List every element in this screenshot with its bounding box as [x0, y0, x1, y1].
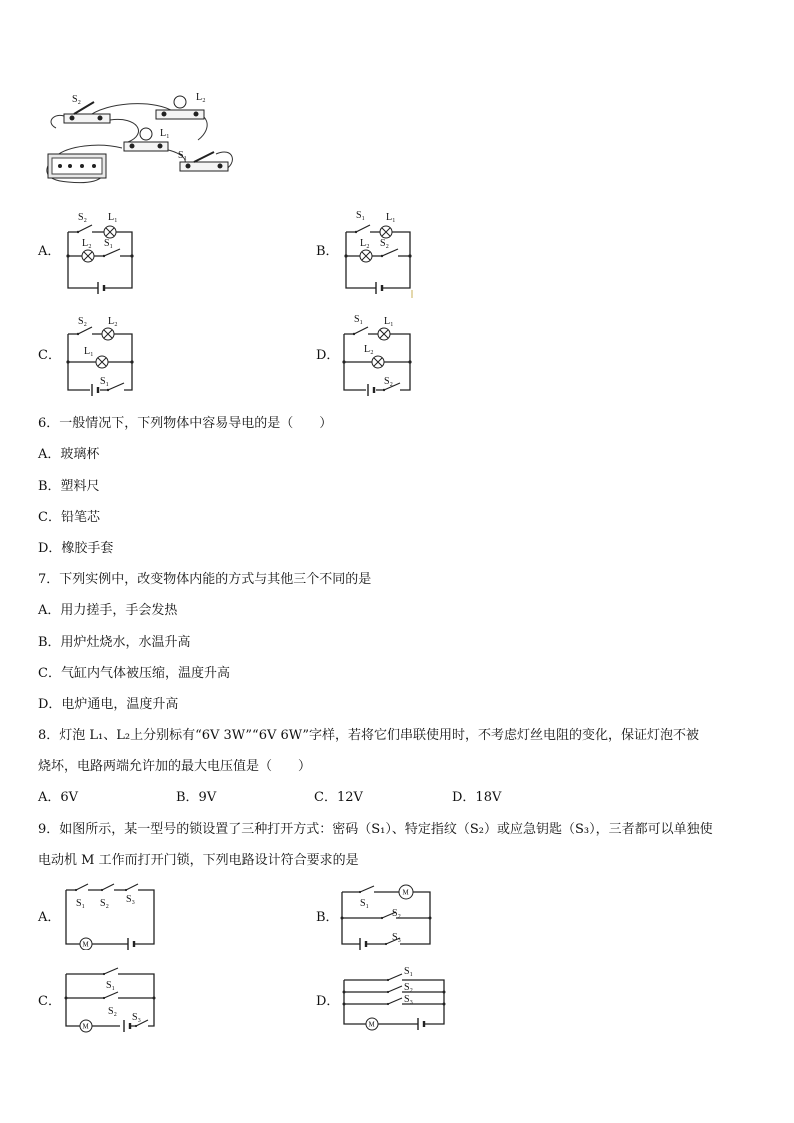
- q6-option-a: A．玻璃杯: [38, 447, 100, 462]
- q5d-label-3: L₂: [364, 344, 374, 355]
- q9c-label-s3: S₃: [132, 1012, 142, 1023]
- q9b-motor-label: M: [402, 888, 409, 897]
- q6-option-c: C．铅笔芯: [38, 510, 100, 525]
- q9d-label-s1: S₁: [404, 966, 414, 977]
- q8-stem-line1: 8．灯泡 L₁、L₂上分别标有“6V 3W”“6V 6W”字样，若将它们串联使用时，不考虑灯丝电阻的变化，保证灯泡不被: [38, 728, 700, 743]
- q9b-label-s1: S₁: [360, 898, 370, 909]
- q9-stem-line1: 9．如图所示，某一型号的锁设置了三种打开方式：密码（S₁）、特定指纹（S₂）或应急钥匙（S₃），三者都可以单独使: [38, 822, 713, 837]
- q9-option-b-circuit: [336, 880, 436, 950]
- q8-option-d: D．18V: [452, 790, 502, 805]
- q6-option-d: D．橡胶手套: [38, 541, 114, 556]
- q9-option-a-letter: A．: [38, 910, 61, 925]
- q5b-label-1: S₁: [356, 210, 366, 221]
- q7-option-d: D．电炉通电，温度升高: [38, 697, 179, 712]
- physical-circuit-figure: [38, 90, 248, 186]
- q9c-label-s1: S₁: [106, 980, 116, 991]
- q8-stem-line2: 烧坏，电路两端允许加的最大电压值是（ ）: [38, 759, 312, 774]
- q7-option-a: A．用力搓手，手会发热: [38, 603, 178, 618]
- switch-s1-board: [178, 150, 228, 171]
- q5c-label-1: S₂: [78, 316, 88, 327]
- q5-option-b-letter: B．: [316, 244, 339, 259]
- q9-option-c-letter: C．: [38, 994, 61, 1009]
- q8-option-c: C．12V: [314, 790, 363, 805]
- q9-option-a-circuit: [60, 882, 160, 950]
- lamp-l2-board: [156, 92, 206, 119]
- q9d-label-s3: S₃: [404, 994, 414, 1005]
- q5b-label-3: L₂: [360, 238, 370, 249]
- q5-option-b-circuit: [340, 206, 420, 300]
- q8-option-a: A．6V: [38, 790, 79, 805]
- q9-option-b-letter: B．: [316, 910, 339, 925]
- q5a-label-1: S₂: [78, 212, 88, 223]
- q5-option-d-circuit: [338, 310, 420, 398]
- label-s1: S₁: [178, 150, 188, 161]
- label-l2: L₂: [196, 92, 206, 103]
- label-s2: S₂: [72, 94, 82, 105]
- q9-option-c-circuit: [60, 964, 160, 1034]
- q5d-label-4: S₂: [384, 376, 394, 387]
- q9-stem-line2: 电动机 M 工作而打开门锁，下列电路设计符合要求的是: [38, 853, 359, 868]
- q7-option-b: B．用炉灶烧水，水温升高: [38, 635, 191, 650]
- q6-stem: 6．一般情况下，下列物体中容易导电的是（ ）: [38, 416, 333, 431]
- q5c-label-2: L₂: [108, 316, 118, 327]
- q5d-label-2: L₁: [384, 316, 394, 327]
- q5a-label-2: L₁: [108, 212, 118, 223]
- q9-option-d-letter: D．: [316, 994, 340, 1009]
- q5a-label-3: L₂: [82, 238, 92, 249]
- q7-stem: 7．下列实例中，改变物体内能的方式与其他三个不同的是: [38, 572, 372, 587]
- q5-option-c-letter: C．: [38, 348, 61, 363]
- q5a-label-4: S₁: [104, 238, 114, 249]
- q7-option-c: C．气缸内气体被压缩，温度升高: [38, 666, 230, 681]
- q9b-label-s3: S₃: [392, 932, 402, 943]
- q9c-motor-label: M: [82, 1022, 89, 1031]
- q6-option-b: B．塑料尺: [38, 479, 100, 494]
- q8-option-b: B．9V: [176, 790, 217, 805]
- q5-option-a-letter: A．: [38, 244, 61, 259]
- power-supply-box: [48, 154, 106, 178]
- q5c-label-4: S₁: [100, 376, 110, 387]
- q9b-label-s2: S₂: [392, 908, 402, 919]
- q9a-label-s3: S₃: [126, 894, 136, 905]
- q5b-label-4: S₂: [380, 238, 390, 249]
- q9d-motor-label: M: [368, 1020, 375, 1029]
- q5b-label-2: L₁: [386, 212, 396, 223]
- q5-option-d-letter: D．: [316, 348, 340, 363]
- q9-option-d-circuit: [338, 962, 448, 1034]
- q9a-motor-label: M: [82, 940, 89, 949]
- q9a-label-s2: S₂: [100, 898, 110, 909]
- label-l1: L₁: [160, 128, 170, 139]
- q5c-label-3: L₁: [84, 346, 94, 357]
- q9c-label-s2: S₂: [108, 1006, 118, 1017]
- lamp-l1-board: [124, 128, 170, 151]
- q5-option-a-circuit: [62, 208, 142, 300]
- q5d-label-1: S₁: [354, 314, 364, 325]
- q9a-label-s1: S₁: [76, 898, 86, 909]
- q5-option-c-circuit: [62, 312, 142, 396]
- q9d-label-s2: S₂: [404, 982, 414, 993]
